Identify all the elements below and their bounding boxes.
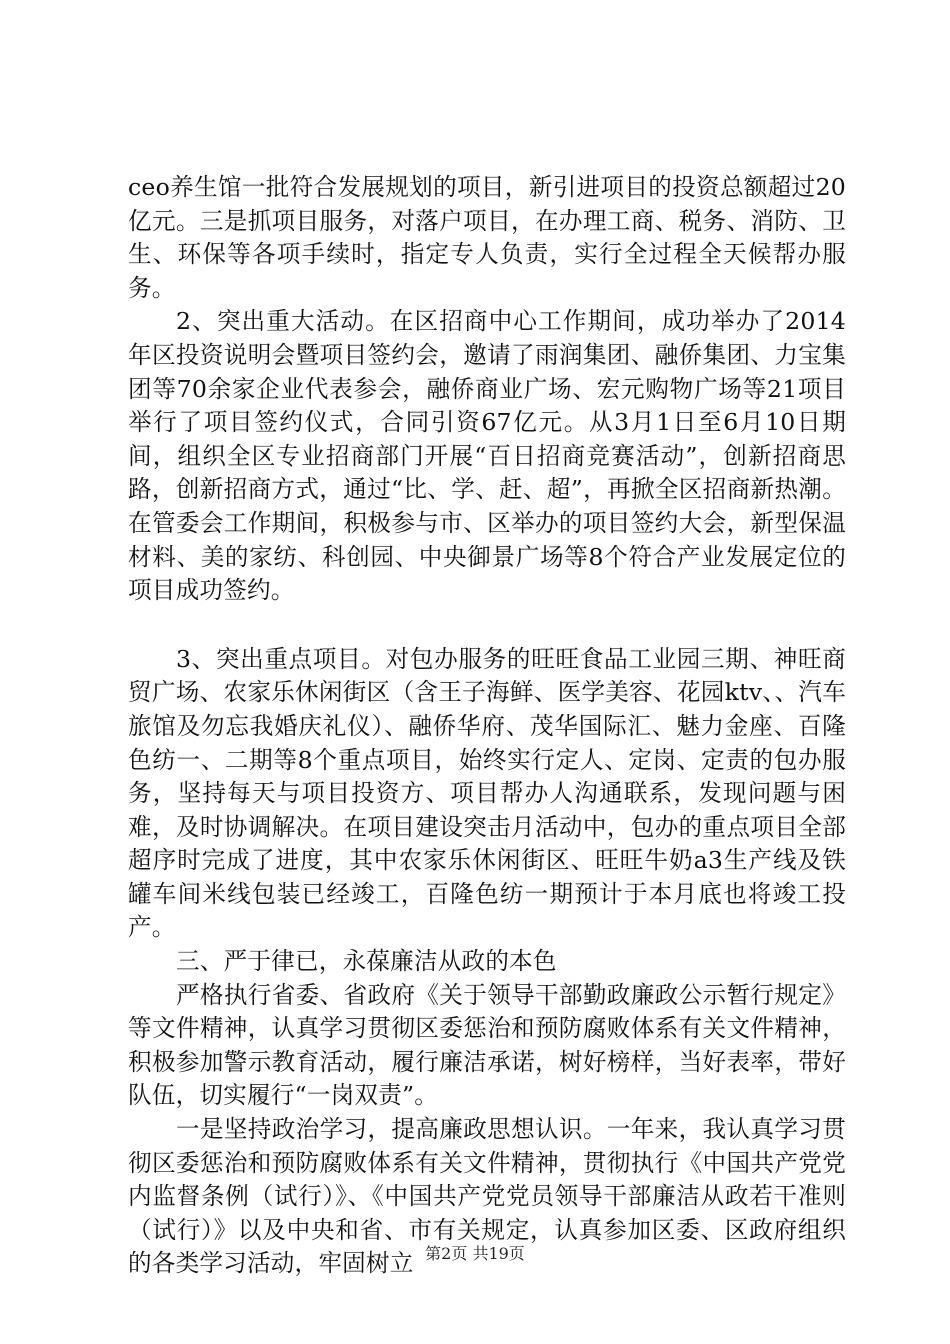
paragraph-1: ceo养生馆一批符合发展规划的项目，新引进项目的投资总额超过20亿元。三是抓项目服务，对落户项目，在办理工商、税务、消防、卫生、环保等各项手续时，指定专人负责，实行全过程全天候帮办服务。 [128, 173, 846, 302]
section-heading: 三、严于律已，永葆廉洁从政的本色 [176, 947, 557, 976]
document-body [128, 171, 846, 1281]
paragraph-3: 3、突出重点项目。对包办服务的旺旺食品工业园三期、神旺商贸广场、农家乐休闲街区（含王子海鲜、医学美容、花园ktv、、汽车旅馆及勿忘我婚庆礼仪）、融侨华府、茂华国际汇、魅力金座、百隆色纺一、二期等8个重点项目，始终实行定人、定岗、定责的包办服务，坚持每天与项目投资方、项目帮办人沟通联系，发现问题与困难，及时协调解决。在项目建设突击月活动中，包办的重点项目全部超序时完成了进度，其中农家乐休闲街区、旺旺牛奶a3生产线及铁罐车间米线包装已经竣工，百隆色纺一期预计于本月底也将竣工投产。 [128, 644, 846, 942]
paragraph-gap [128, 608, 846, 643]
page-number-footer: 第2页 共19页 [425, 1244, 525, 1263]
paragraph-6: 一是坚持政治学习，提高廉政思想认识。一年来，我认真学习贯彻区委惩治和预防腐败体系有关文件精神，贯彻执行《中国共产党党内监督条例（试行）》、《中国共产党党员领导干部廉洁从政若干准则（试行）》以及中央和省、市有关规定，认真参加区委、区政府组织的各类学习活动，牢固树立 [128, 1115, 846, 1278]
paragraph-2: 2、突出重大活动。在区招商中心工作期间，成功举办了2014年区投资说明会暨项目签约会，邀请了雨润集团、融侨集团、力宝集团等70余家企业代表参会，融侨商业广场、宏元购物广场等21项目举行了项目签约仪式，合同引资67亿元。从3月1日至6月10日期间，组织全区专业招商部门开展“百日招商竞赛活动”，创新招商思路，创新招商方式，通过“比、学、赶、超”，再掀全区招商新热潮。在管委会工作期间，积极参与市、区举办的项目签约大会，新型保温材料、美的家纺、科创园、中央御景广场等8个符合产业发展定位的项目成功签约。 [128, 307, 846, 605]
paragraph-5: 严格执行省委、省政府《关于领导干部勤政廉政公示暂行规定》等文件精神，认真学习贯彻区委惩治和预防腐败体系有关文件精神，积极参加警示教育活动，履行廉洁承诺，树好榜样，当好表率，带好队伍，切实履行“一岗双责”。 [128, 980, 846, 1110]
